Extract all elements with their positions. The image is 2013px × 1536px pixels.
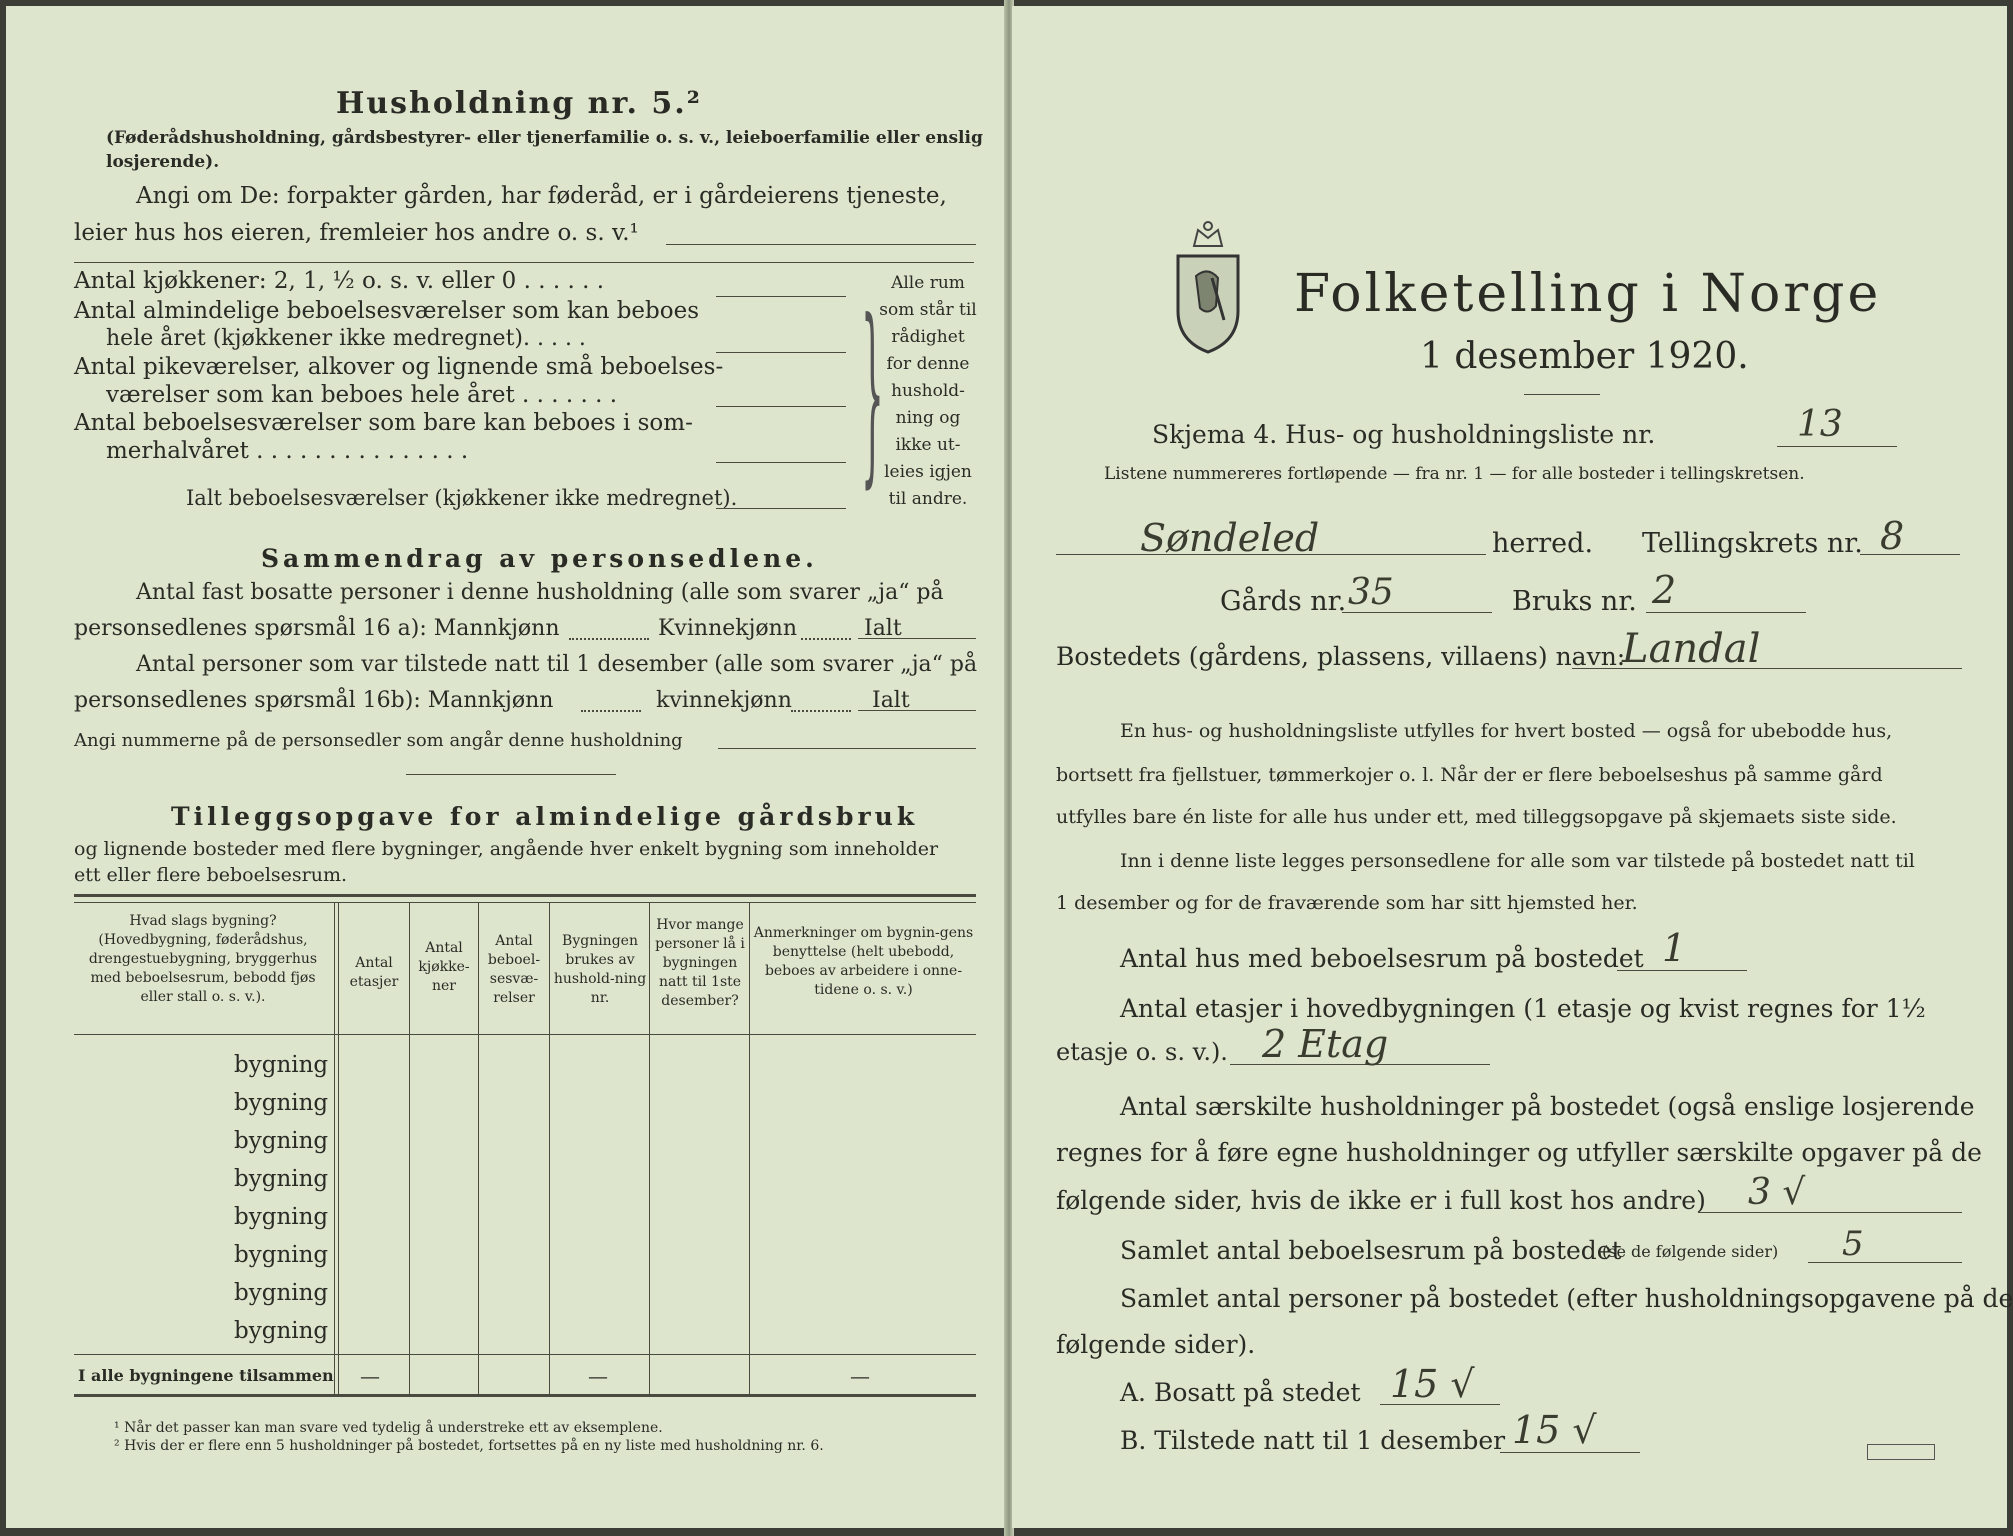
divider: [74, 262, 974, 263]
resident-label: A. Bosatt på stedet: [1120, 1378, 1361, 1407]
printer-stamp: [1867, 1444, 1935, 1460]
total-household: —: [588, 1364, 608, 1388]
summary-1b: personsedlenes spørsmål 16 a): Mannkjønn: [74, 616, 560, 641]
divider-short: [406, 774, 616, 775]
summary-2c: kvinnekjønn: [656, 688, 792, 713]
summary-1a: Antal fast bosatte personer i denne husholdning (alle som svarer „ja“ på: [136, 580, 944, 605]
total-remarks: —: [850, 1364, 870, 1388]
bosted-value[interactable]: Landal: [1622, 626, 1761, 672]
brace: }: [861, 286, 884, 508]
personsedler-answer[interactable]: [718, 748, 976, 749]
form-date: 1 desember 1920.: [1420, 336, 1749, 377]
houses-value[interactable]: 1: [1662, 926, 1687, 970]
left-page: [6, 6, 1006, 1528]
gards-label: Gårds nr.: [1220, 586, 1347, 617]
ordinary-rooms-label-2: hele året (kjøkkener ikke medregnet). . . . .: [106, 326, 586, 351]
bruks-label: Bruks nr.: [1512, 586, 1637, 617]
households-label-2: regnes for å føre egne husholdninger og utfyller særskilte opgaver på de: [1056, 1138, 1982, 1167]
total-floors: —: [360, 1364, 380, 1388]
table-row: bygning: [234, 1318, 329, 1344]
households-label-1: Antal særskilte husholdninger på bostedet (også enslige losjerende: [1120, 1092, 1975, 1121]
table-row: bygning: [234, 1280, 329, 1306]
summary-3: Angi nummerne på de personsedler som angår denne husholdning: [74, 730, 683, 751]
buildings-table: [74, 894, 976, 1400]
schema-value[interactable]: 13: [1797, 404, 1843, 445]
instr-5: 1 desember og for de fraværende som har sitt hjemsted her.: [1056, 892, 1638, 914]
summary-2a: Antal personer som var tilstede natt til 1 desember (alle som svarer „ja“ på: [136, 652, 978, 677]
persons-label-1: Samlet antal personer på bostedet (efter husholdningsopgavene på de: [1120, 1284, 2013, 1313]
present-value[interactable]: 15 √: [1512, 1408, 1597, 1452]
persons-label-2: følgende sider).: [1056, 1330, 1256, 1359]
total-answer[interactable]: [716, 508, 846, 509]
gards-value[interactable]: 35: [1348, 572, 1394, 613]
rooms-note: (se de følgende sider): [1602, 1242, 1779, 1261]
maid-rooms-label-2: værelser som kan beboes hele året . . . . . . .: [106, 382, 618, 408]
household-subtitle: (Føderådshusholdning, gårdsbestyrer- eller tjenerfamilie o. s. v., leieboerfamilie eller enslig losjerende).: [106, 128, 983, 172]
kitchens-answer[interactable]: [716, 296, 846, 297]
supplement-title: Tilleggsopgave for almindelige gårdsbruk: [171, 802, 919, 831]
krets-value[interactable]: 8: [1880, 514, 1905, 558]
summary-2d: Ialt: [872, 688, 910, 713]
supplement-sub1: og lignende bosteder med flere bygninger, angående hver enkelt bygning som inneholder: [74, 838, 939, 860]
instr-3: utfylles bare én liste for alle hus under ett, med tilleggsopgave på skjemaets siste side.: [1056, 806, 1897, 828]
header-remarks: Anmerkninger om bygnin-gens benyttelse (helt ubebodd, beboes av arbeidere i onne-tidene o. s. v.): [753, 925, 974, 998]
table-row: bygning: [234, 1166, 329, 1192]
herred-value[interactable]: Søndeled: [1140, 516, 1320, 560]
title-divider: [1524, 394, 1600, 395]
ordinary-answer[interactable]: [716, 352, 846, 353]
form-title: Folketelling i Norge: [1294, 264, 1882, 324]
krets-label: Tellingskrets nr.: [1642, 528, 1863, 559]
table-row: bygning: [234, 1090, 329, 1116]
resident-total-answer[interactable]: [858, 638, 976, 639]
households-label-3: følgende sider, hvis de ikke er i full kost hos andre): [1056, 1186, 1706, 1215]
header-persons: Hvor mange personer lå i bygningen natt til 1ste desember?: [655, 917, 745, 1009]
floors-label-2: etasje o. s. v.).: [1056, 1038, 1228, 1066]
header-building-type: Hvad slags bygning? (Hovedbygning, føderådshus, drengestuebygning, bryggerhus med beboelsesrum, bebodd fjøs eller stall o. s. v.).: [88, 913, 318, 1005]
instr-2: bortsett fra fjellstuer, tømmerkojer o. l. Når der er flere beboelseshus på samme gård: [1056, 764, 1883, 786]
present-women-answer[interactable]: [791, 710, 851, 712]
kitchens-label: Antal kjøkkener: 2, 1, ½ o. s. v. eller 0 . . . . . .: [74, 268, 605, 294]
rooms-label: Samlet antal beboelsesrum på bostedet: [1120, 1236, 1622, 1265]
q1-line1: Angi om De: forpakter gården, har føderåd, er i gårdeierens tjeneste,: [136, 183, 947, 209]
bosted-label: Bostedets (gårdens, plassens, villaens) navn:: [1056, 642, 1626, 671]
table-row: bygning: [234, 1128, 329, 1154]
rooms-side-note: Alle rum som står til rådighet for denne hushold- ning og ikke ut- leies igjen til andre.: [879, 273, 977, 509]
table-total-label: I alle bygningene tilsammen: [78, 1366, 334, 1385]
total-rooms-label: Ialt beboelsesværelser (kjøkkener ikke medregnet).: [186, 486, 738, 510]
ordinary-rooms-label-1: Antal almindelige beboelsesværelser som kan beboes: [74, 298, 700, 324]
instr-4: Inn i denne liste legges personsedlene for alle som var tilstede på bostedet natt til: [1120, 850, 1915, 872]
list-note: Listene nummereres fortløpende — fra nr. 1 — for alle bosteder i tellingskretsen.: [1104, 464, 1805, 484]
floors-label-1: Antal etasjer i hovedbygningen (1 etasje og kvist regnes for 1½: [1120, 994, 1926, 1023]
maid-rooms-label-1: Antal pikeværelser, alkover og lignende små beboelses-: [74, 354, 724, 380]
household-title: Husholdning nr. 5.²: [336, 86, 702, 121]
supplement-sub2: ett eller flere beboelsesrum.: [74, 864, 348, 886]
summary-1c: Kvinnekjønn: [658, 616, 797, 641]
header-floors: Antal etasjer: [349, 955, 399, 990]
present-label: B. Tilstede natt til 1 desember: [1120, 1426, 1506, 1455]
resident-men-answer[interactable]: [569, 638, 649, 640]
rooms-value[interactable]: 5: [1842, 1224, 1864, 1264]
summer-answer[interactable]: [716, 462, 846, 463]
present-total-answer[interactable]: [858, 710, 976, 711]
schema-label: Skjema 4. Hus- og husholdningsliste nr.: [1152, 420, 1656, 449]
header-household-no: Bygningen brukes av hushold-ning nr.: [553, 933, 647, 1006]
households-value[interactable]: 3 √: [1748, 1172, 1806, 1213]
instr-1: En hus- og husholdningsliste utfylles for hvert bosted — også for ubebodde hus,: [1120, 720, 1893, 742]
present-men-answer[interactable]: [581, 710, 641, 712]
floors-value[interactable]: 2 Etag: [1262, 1022, 1389, 1066]
summary-title: Sammendrag av personsedlene.: [261, 544, 818, 573]
summer-rooms-label-1: Antal beboelsesværelser som bare kan beboes i som-: [74, 410, 693, 436]
bruks-value[interactable]: 2: [1652, 568, 1677, 612]
right-page: [1012, 6, 2013, 1528]
resident-women-answer[interactable]: [801, 638, 851, 640]
summer-rooms-label-2: merhalvåret . . . . . . . . . . . . . . .: [106, 438, 469, 464]
q1-answer-line[interactable]: [666, 244, 976, 245]
maid-answer[interactable]: [716, 406, 846, 407]
header-rooms: Antal beboel-sesvæ-relser: [487, 933, 541, 1006]
table-row: bygning: [234, 1052, 329, 1078]
table-row: bygning: [234, 1204, 329, 1230]
herred-label: herred.: [1492, 528, 1594, 559]
summary-2b: personsedlenes spørsmål 16b): Mannkjønn: [74, 688, 554, 713]
footnote-2: ² Hvis der er flere enn 5 husholdninger på bostedet, fortsettes på en ny liste med husholdning nr. 6.: [114, 1438, 824, 1454]
q1-line2: leier hus hos eieren, fremleier hos andre o. s. v.¹: [74, 220, 639, 246]
table-row: bygning: [234, 1242, 329, 1268]
houses-label: Antal hus med beboelsesrum på bostedet: [1120, 944, 1644, 973]
header-kitchens: Antal kjøkke-ner: [418, 940, 470, 994]
footnote-1: ¹ Når det passer kan man svare ved tydelig å understreke ett av eksemplene.: [114, 1420, 663, 1436]
summary-1d: Ialt: [864, 616, 902, 641]
coat-of-arms-icon: [1172, 216, 1244, 356]
resident-value[interactable]: 15 √: [1390, 1362, 1475, 1406]
